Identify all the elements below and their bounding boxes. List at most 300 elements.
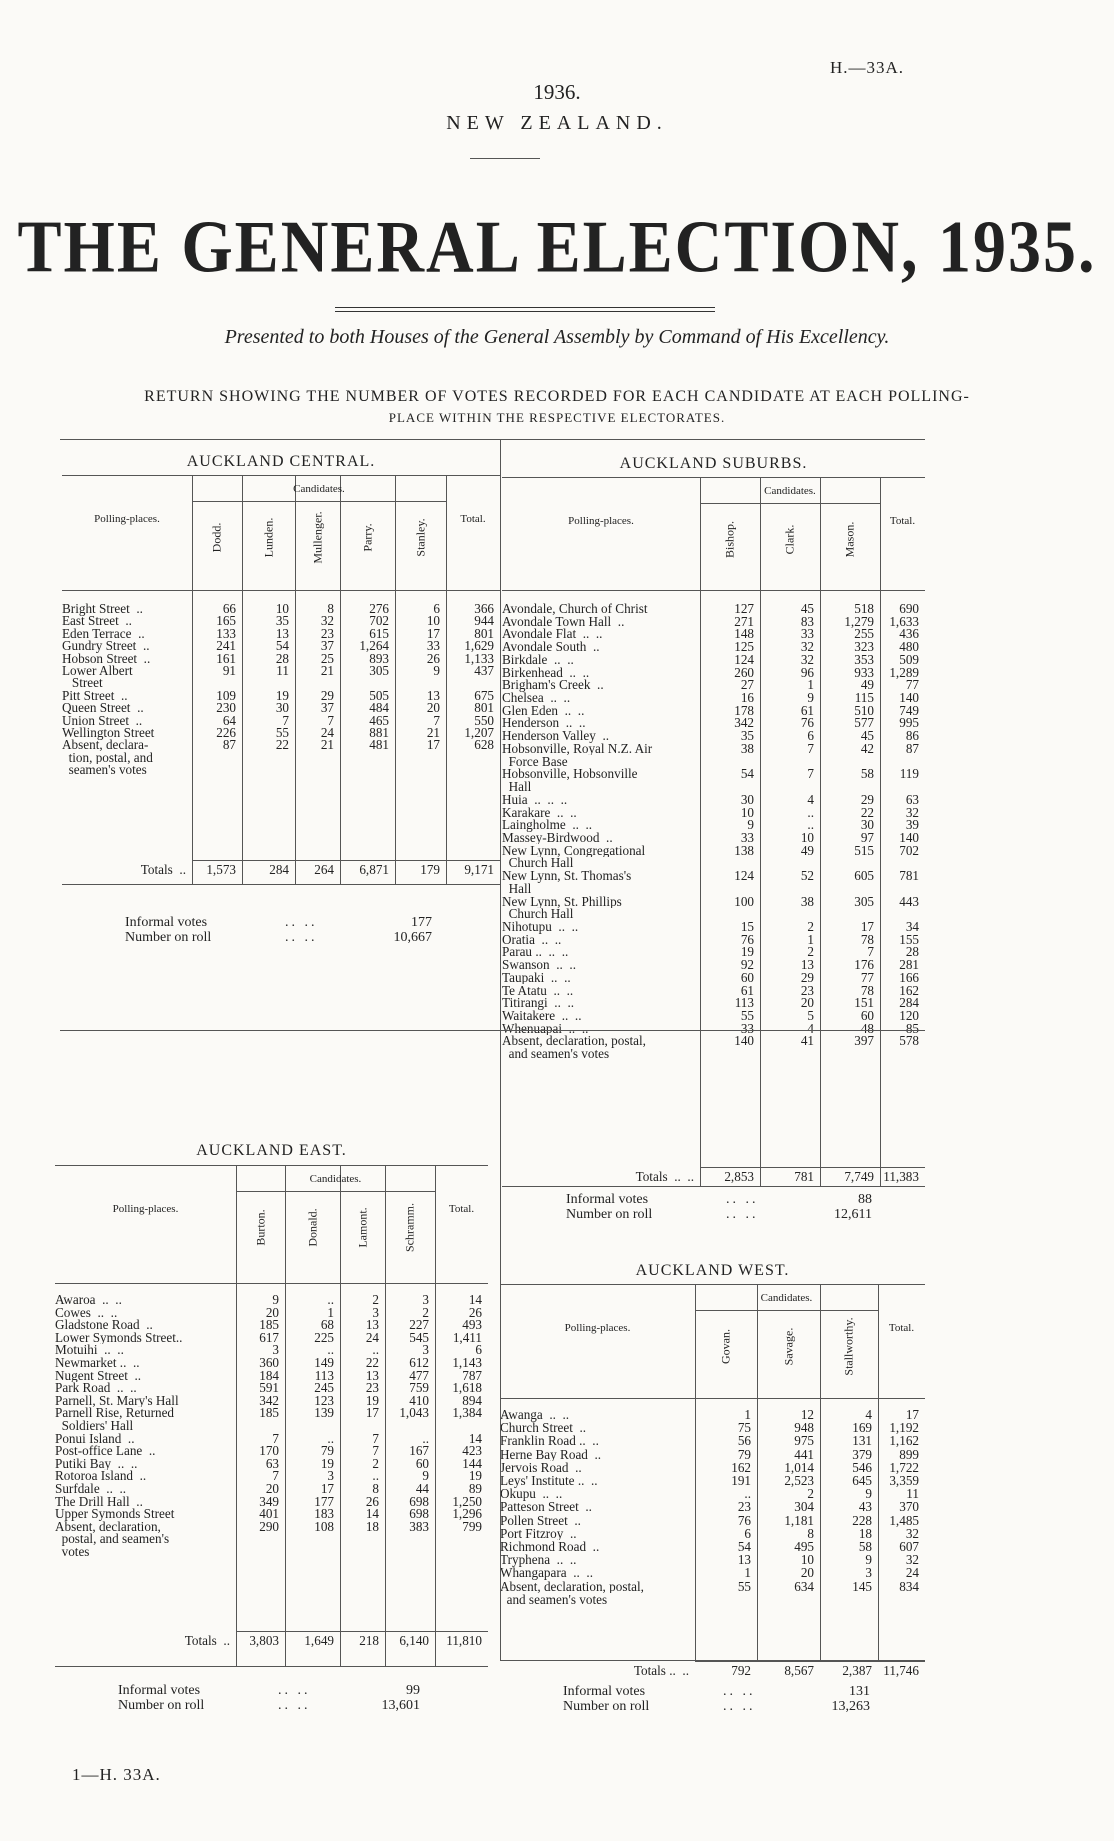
vote-value: 30 [275, 700, 289, 716]
polling-place-name: Absent, declara- [62, 738, 149, 752]
vote-value: 17 [426, 737, 440, 753]
polling-place-name: Soldiers' Hall [55, 1419, 134, 1433]
polling-place-name: Birkdale .. .. [502, 652, 574, 667]
suburbs-title: AUCKLAND SUBURBS. [619, 455, 808, 472]
polling-place-name: Jervois Road .. [500, 1460, 582, 1475]
vote-value: 35 [275, 613, 289, 629]
candidate-name: Stallworthy. [841, 1317, 856, 1376]
vote-value: 149 [314, 1355, 334, 1370]
polling-place-name: Parau .. .. .. [502, 945, 569, 959]
vote-value: 184 [259, 1367, 279, 1383]
vote-value: 342 [259, 1392, 279, 1408]
vote-value: 54 [740, 766, 754, 782]
polling-place-name: Street [62, 676, 103, 690]
polling-place-name: Herne Bay Road .. [500, 1447, 602, 1462]
polling-place-name: Union Street .. [62, 713, 143, 728]
vote-value: 17 [860, 919, 874, 934]
vote-value: 21 [426, 725, 440, 740]
roll-value: 13,601 [381, 1698, 420, 1713]
vote-value: 605 [854, 868, 874, 884]
vote-value: 167 [409, 1443, 429, 1459]
total-value: 14 [468, 1430, 482, 1446]
vote-value: 5 [807, 1008, 814, 1024]
polling-place-name: East Street .. [62, 614, 132, 628]
vote-value: 27 [740, 677, 754, 693]
total-value: 144 [462, 1455, 482, 1471]
total-value: 6 [475, 1342, 482, 1358]
vote-value: 60 [860, 1008, 874, 1024]
polling-place-name: Swanson .. .. [502, 958, 576, 972]
total-value: 995 [899, 715, 919, 731]
vote-value: 1 [744, 1407, 751, 1422]
leader-dots: .. .. [726, 1207, 759, 1222]
vote-value: 360 [259, 1355, 279, 1370]
vote-value: 16 [740, 690, 754, 706]
divider [60, 439, 500, 440]
vote-value: 323 [854, 639, 874, 655]
vote-value: 54 [737, 1539, 751, 1554]
candidates-header: Candidates. [293, 483, 345, 495]
table-rule [62, 475, 500, 476]
vote-value: 10 [800, 1552, 814, 1568]
polling-place-name: Queen Street .. [62, 701, 144, 715]
total-value: 1,618 [452, 1380, 482, 1396]
vote-value: 13 [275, 625, 289, 641]
vote-value: 58 [858, 1539, 872, 1554]
vote-value: 546 [852, 1459, 872, 1475]
total-value: 140 [899, 690, 919, 706]
polling-place-name: Motuihi .. .. [55, 1343, 124, 1357]
vote-value [285, 1532, 334, 1546]
divider [60, 1030, 500, 1031]
polling-place-name: Franklin Road .. .. [500, 1434, 599, 1448]
vote-value: 24 [365, 1329, 379, 1345]
vote-value: 225 [314, 1329, 334, 1345]
candidate-name: Lunden. [261, 517, 275, 558]
vote-value: 12 [800, 1407, 814, 1422]
total-value: 120 [899, 1008, 919, 1024]
roll-label: Number on roll [118, 1698, 205, 1713]
vote-value: .. [327, 1430, 334, 1446]
polling-place-name: Avondale Town Hall .. [502, 614, 625, 629]
candidates-header: Candidates. [309, 1173, 362, 1185]
vote-value: 1 [744, 1565, 751, 1581]
vote-value: 401 [259, 1506, 279, 1522]
polling-place-name: Ponui Island .. [55, 1431, 135, 1446]
total-value: 281 [899, 957, 919, 973]
vote-value: 148 [734, 626, 754, 642]
polling-place-name: Gundry Street .. [62, 639, 150, 653]
total-header: Total. [448, 1203, 475, 1215]
candidate-name: Stanley. [413, 518, 427, 557]
total-value: 89 [468, 1481, 482, 1496]
west-title: AUCKLAND WEST. [635, 1262, 790, 1279]
polling-place-name: Karakare .. .. [502, 805, 577, 820]
table-rule [500, 1660, 925, 1661]
vote-value: 6 [744, 1525, 751, 1541]
table-rule [55, 1165, 488, 1166]
vote-value: 1,043 [399, 1405, 429, 1421]
polling-place-name: Parnell Rise, Returned [55, 1406, 175, 1420]
table-rule [236, 1631, 488, 1632]
table-rule [62, 590, 500, 591]
polling-place-name: Avondale, Church of Christ [502, 602, 648, 616]
vote-value: 9 [422, 1468, 429, 1484]
candidate-name: Savage. [781, 1327, 795, 1366]
vote-value: 13 [426, 687, 440, 703]
polling-place-name: Surfdale .. .. [55, 1482, 127, 1496]
roll-value: 10,667 [393, 930, 432, 945]
total-value: 19 [468, 1468, 482, 1484]
total-value: 781 [899, 868, 919, 884]
vote-value: 342 [734, 715, 754, 731]
total-value: 628 [474, 737, 494, 753]
total-value: 1,162 [889, 1433, 919, 1449]
totals-value: 179 [420, 862, 440, 877]
totals-value: 11,746 [883, 1663, 919, 1678]
vote-value [760, 780, 814, 794]
total-value: 1,296 [452, 1506, 482, 1522]
table-rule [55, 1283, 488, 1284]
polling-place-name: Port Fitzroy .. [500, 1526, 577, 1541]
polling-places-header: Polling-places. [564, 1322, 631, 1334]
vote-value: 30 [740, 791, 754, 807]
vote-value: 124 [734, 868, 754, 884]
total-value: 443 [899, 893, 919, 909]
leader-dots: .. .. [723, 1699, 756, 1714]
total-value: 87 [905, 740, 919, 756]
vote-value: 634 [794, 1578, 814, 1594]
vote-value: 44 [415, 1481, 429, 1496]
vote-value: 45 [860, 728, 874, 744]
polling-place-name: Awaroa .. .. [55, 1293, 122, 1307]
polling-place-name: Absent, declaration, [55, 1519, 161, 1534]
polling-place-name: Parnell, St. Mary's Hall [55, 1393, 179, 1408]
vote-value: 21 [320, 737, 334, 753]
totals-label: Totals .. [140, 862, 186, 877]
vote-value: 21 [320, 663, 334, 678]
vote-value: 19 [365, 1392, 379, 1408]
vote-value: 131 [852, 1433, 872, 1449]
candidate-name: Burton. [253, 1209, 267, 1246]
total-value: 1,192 [889, 1420, 919, 1436]
total-value: 1,133 [464, 650, 494, 666]
total-value: 86 [905, 728, 919, 744]
vote-value: 6 [807, 728, 814, 744]
vote-value: 42 [860, 740, 874, 756]
total-value: 899 [899, 1446, 919, 1462]
polling-place-name: New Lynn, St. Thomas's [502, 869, 632, 883]
vote-value: 20 [800, 1565, 814, 1581]
polling-places-header: Polling-places. [112, 1203, 179, 1215]
total-value: 370 [899, 1499, 919, 1515]
total-value: 799 [462, 1518, 482, 1534]
polling-place-name: Awanga .. .. [500, 1408, 570, 1422]
footer-reference: 1—H. 33A. [72, 1765, 161, 1784]
totals-value: 3,803 [249, 1633, 279, 1648]
total-value: 550 [474, 712, 494, 728]
vote-value: 702 [369, 613, 389, 629]
table-rule [695, 1661, 925, 1662]
total-value: 366 [474, 601, 494, 616]
candidates-header: Candidates. [760, 1292, 813, 1304]
polling-place-name: Absent, declaration, postal, [502, 1034, 646, 1048]
vote-value: 11 [276, 663, 289, 678]
polling-place-name: The Drill Hall .. [55, 1494, 143, 1509]
polling-place-name: Avondale Flat .. .. [502, 627, 603, 641]
roll-value: 12,611 [834, 1207, 872, 1222]
vote-value: 255 [854, 626, 874, 642]
vote-value: 8 [807, 1525, 814, 1541]
vote-value: 165 [216, 613, 236, 629]
informal-votes-value: 177 [411, 915, 432, 930]
vote-value: 2 [372, 1455, 379, 1471]
vote-value: 9 [807, 690, 814, 706]
vote-value: 19 [740, 944, 754, 960]
vote-value [760, 1047, 814, 1061]
total-value [880, 1047, 919, 1061]
vote-value [760, 755, 814, 769]
polling-place-name: postal, and seamen's [55, 1532, 170, 1546]
vote-value: 191 [731, 1473, 751, 1488]
total-value: 77 [905, 677, 919, 693]
document-reference: H.—33A. [830, 58, 905, 77]
totals-value: 6,871 [359, 862, 389, 877]
vote-value: 10 [800, 829, 814, 845]
vote-value: 3 [865, 1565, 872, 1581]
return-heading-line: PLACE WITHIN THE RESPECTIVE ELECTORATES. [388, 410, 726, 425]
vote-value: 617 [259, 1329, 279, 1345]
total-value [435, 1545, 482, 1559]
leader-dots: .. .. [726, 1192, 759, 1207]
vote-value: 495 [794, 1539, 814, 1554]
vote-value [242, 763, 289, 777]
divider [500, 1030, 925, 1031]
polling-place-name: Glen Eden .. .. [502, 703, 585, 718]
vote-value: 7 [272, 1468, 279, 1484]
vote-value: .. [372, 1468, 379, 1484]
vote-value: 76 [800, 715, 814, 731]
total-value: 17 [905, 1407, 919, 1422]
table-rule [502, 477, 925, 478]
vote-value: 9 [747, 817, 754, 833]
vote-value: 58 [860, 766, 874, 782]
vote-value: 61 [740, 982, 754, 998]
totals-value: 1,573 [206, 862, 236, 877]
totals-value: 781 [794, 1169, 814, 1184]
vote-value: 7 [807, 766, 814, 782]
return-heading [40, 386, 1074, 428]
vote-value: 3 [272, 1342, 279, 1358]
polling-place-name: Huia .. .. .. [502, 792, 568, 807]
roll-label: Number on roll [563, 1699, 650, 1714]
candidate-name: Govan. [718, 1329, 733, 1364]
polling-place-name: Hobson Street .. [62, 651, 151, 666]
divider [500, 439, 925, 440]
total-value: 437 [474, 663, 494, 678]
total-value: 1,722 [889, 1459, 919, 1475]
col-rule [880, 477, 881, 590]
vote-value: 230 [216, 700, 236, 716]
total-value: 140 [899, 829, 919, 845]
vote-value: 92 [740, 957, 754, 973]
vote-value [760, 907, 814, 921]
vote-value: .. [327, 1342, 334, 1358]
total-value: 3,359 [889, 1473, 919, 1488]
polling-place-name: Nihotupu .. .. [502, 920, 579, 934]
polling-place-name: Avondale South .. [502, 640, 600, 654]
vote-value: .. [807, 804, 814, 820]
vote-value: 22 [275, 737, 289, 753]
totals-value: 11,810 [446, 1633, 482, 1648]
vote-value: 7 [433, 712, 440, 728]
vote-value: 397 [854, 1033, 874, 1049]
vote-value: 515 [854, 842, 874, 858]
total-value: 1,633 [889, 613, 919, 629]
vote-value [385, 1545, 429, 1559]
polling-place-name: Upper Symonds Street [55, 1507, 175, 1521]
polling-place-name: Putiki Bay .. .. [55, 1456, 138, 1471]
total-value: 24 [905, 1565, 919, 1581]
vote-value: 54 [275, 638, 289, 654]
total-header: Total. [889, 515, 916, 527]
total-header: Total. [888, 1322, 915, 1334]
totals-value: 218 [359, 1633, 379, 1648]
vote-value: 17 [365, 1405, 379, 1421]
vote-value: 18 [365, 1518, 379, 1534]
vote-value: 13 [800, 957, 814, 973]
total-value: 607 [899, 1539, 919, 1554]
polling-place-name: Brigham's Creek .. [502, 678, 604, 692]
vote-value: 45 [800, 601, 814, 616]
vote-value: 24 [320, 725, 334, 740]
vote-value: 38 [740, 740, 754, 756]
vote-value: 20 [265, 1304, 279, 1320]
vote-value: 9 [865, 1552, 872, 1568]
vote-value: 109 [216, 687, 236, 703]
total-value: 162 [899, 982, 919, 998]
vote-value: 505 [369, 687, 389, 703]
vote-value: 20 [265, 1481, 279, 1496]
polling-place-name: New Lynn, Congregational [502, 843, 646, 858]
total-value: 14 [468, 1292, 482, 1307]
vote-value: 9 [272, 1292, 279, 1307]
totals-label: Totals .. [184, 1633, 230, 1648]
presented-line: Presented to both Houses of the General Assembly by Command of His Excellency. [224, 326, 890, 348]
vote-value: 170 [259, 1443, 279, 1459]
vote-value: 19 [320, 1455, 334, 1471]
vote-value: 8 [327, 601, 334, 616]
vote-value: 113 [314, 1367, 334, 1383]
candidate-name: Mason. [842, 521, 857, 558]
vote-value: 43 [858, 1499, 872, 1515]
vote-value: 6 [433, 601, 440, 616]
polling-place-name: Massey-Birdwood .. [502, 830, 613, 845]
polling-place-name: and seamen's votes [500, 1592, 608, 1607]
vote-value: 13 [365, 1367, 379, 1383]
polling-place-name: Richmond Road .. [500, 1540, 600, 1554]
vote-value: 383 [409, 1518, 429, 1534]
vote-value: 91 [222, 663, 236, 678]
polling-place-name: Okupu .. .. [500, 1487, 563, 1501]
vote-value: 55 [737, 1578, 751, 1594]
vote-value: 22 [365, 1355, 379, 1370]
total-value: 39 [905, 817, 919, 833]
vote-value [340, 1545, 379, 1559]
total-value [878, 1593, 919, 1607]
vote-value: 23 [737, 1499, 751, 1515]
vote-value: 176 [854, 957, 874, 973]
total-value: 749 [899, 702, 919, 718]
polling-place-name: Leys' Institute .. .. [500, 1474, 598, 1488]
vote-value: 881 [369, 725, 389, 740]
polling-place-name: Park Road .. .. [55, 1381, 137, 1395]
total-value: 1,143 [452, 1355, 482, 1370]
totals-value: 2,853 [724, 1169, 754, 1184]
total-value: 493 [462, 1317, 482, 1333]
divider [470, 158, 540, 159]
vote-value: 41 [800, 1033, 814, 1049]
polling-place-name: Eden Terrace .. [62, 626, 145, 641]
vote-value: 23 [800, 982, 814, 998]
vote-value: 133 [216, 625, 236, 641]
totals-value: 11,383 [883, 1169, 919, 1184]
col-rule [435, 1165, 436, 1283]
vote-value: 178 [734, 702, 754, 718]
vote-value: 26 [426, 650, 440, 666]
informal-votes-value: 88 [858, 1192, 872, 1207]
vote-value: 379 [852, 1446, 872, 1462]
vote-value: 698 [409, 1493, 429, 1509]
totals-value: 792 [731, 1663, 751, 1678]
total-value: 1,289 [889, 664, 919, 680]
table-rule [502, 590, 925, 591]
totals-value: 264 [314, 862, 334, 877]
vote-value [757, 1593, 814, 1607]
vote-value: 18 [858, 1525, 872, 1541]
vote-value: 177 [314, 1493, 334, 1509]
vote-value: 17 [426, 625, 440, 641]
informal-votes-label: Informal votes [118, 1683, 201, 1698]
vote-value: 9 [865, 1486, 872, 1502]
vote-value: 162 [731, 1459, 751, 1475]
total-value: 1,485 [889, 1512, 919, 1528]
vote-value: 2 [807, 944, 814, 960]
vote-value: 2 [807, 1486, 814, 1502]
vote-value: 2 [807, 919, 814, 934]
totals-value: 7,749 [844, 1169, 874, 1184]
vote-value: 55 [740, 1008, 754, 1024]
col-rule [446, 475, 447, 590]
vote-value: 4 [865, 1407, 872, 1422]
vote-value: 7 [272, 1430, 279, 1446]
vote-value: 2 [422, 1304, 429, 1320]
vote-value: 228 [852, 1512, 872, 1528]
vote-value: 37 [320, 700, 334, 716]
total-value: 284 [899, 995, 919, 1011]
roll-label: Number on roll [566, 1207, 653, 1222]
polling-place-name: Newmarket .. .. [55, 1356, 140, 1370]
vote-value: 185 [259, 1317, 279, 1333]
leader-dots: .. .. [285, 930, 318, 945]
polling-place-name: Whangapara .. .. [500, 1566, 594, 1580]
candidate-name: Bishop. [722, 521, 737, 559]
vote-value: 20 [800, 995, 814, 1011]
vote-value [285, 1545, 334, 1559]
polling-place-name: Pollen Street .. [500, 1513, 581, 1528]
vote-value: 465 [369, 712, 389, 728]
vote-value: 353 [854, 651, 874, 667]
